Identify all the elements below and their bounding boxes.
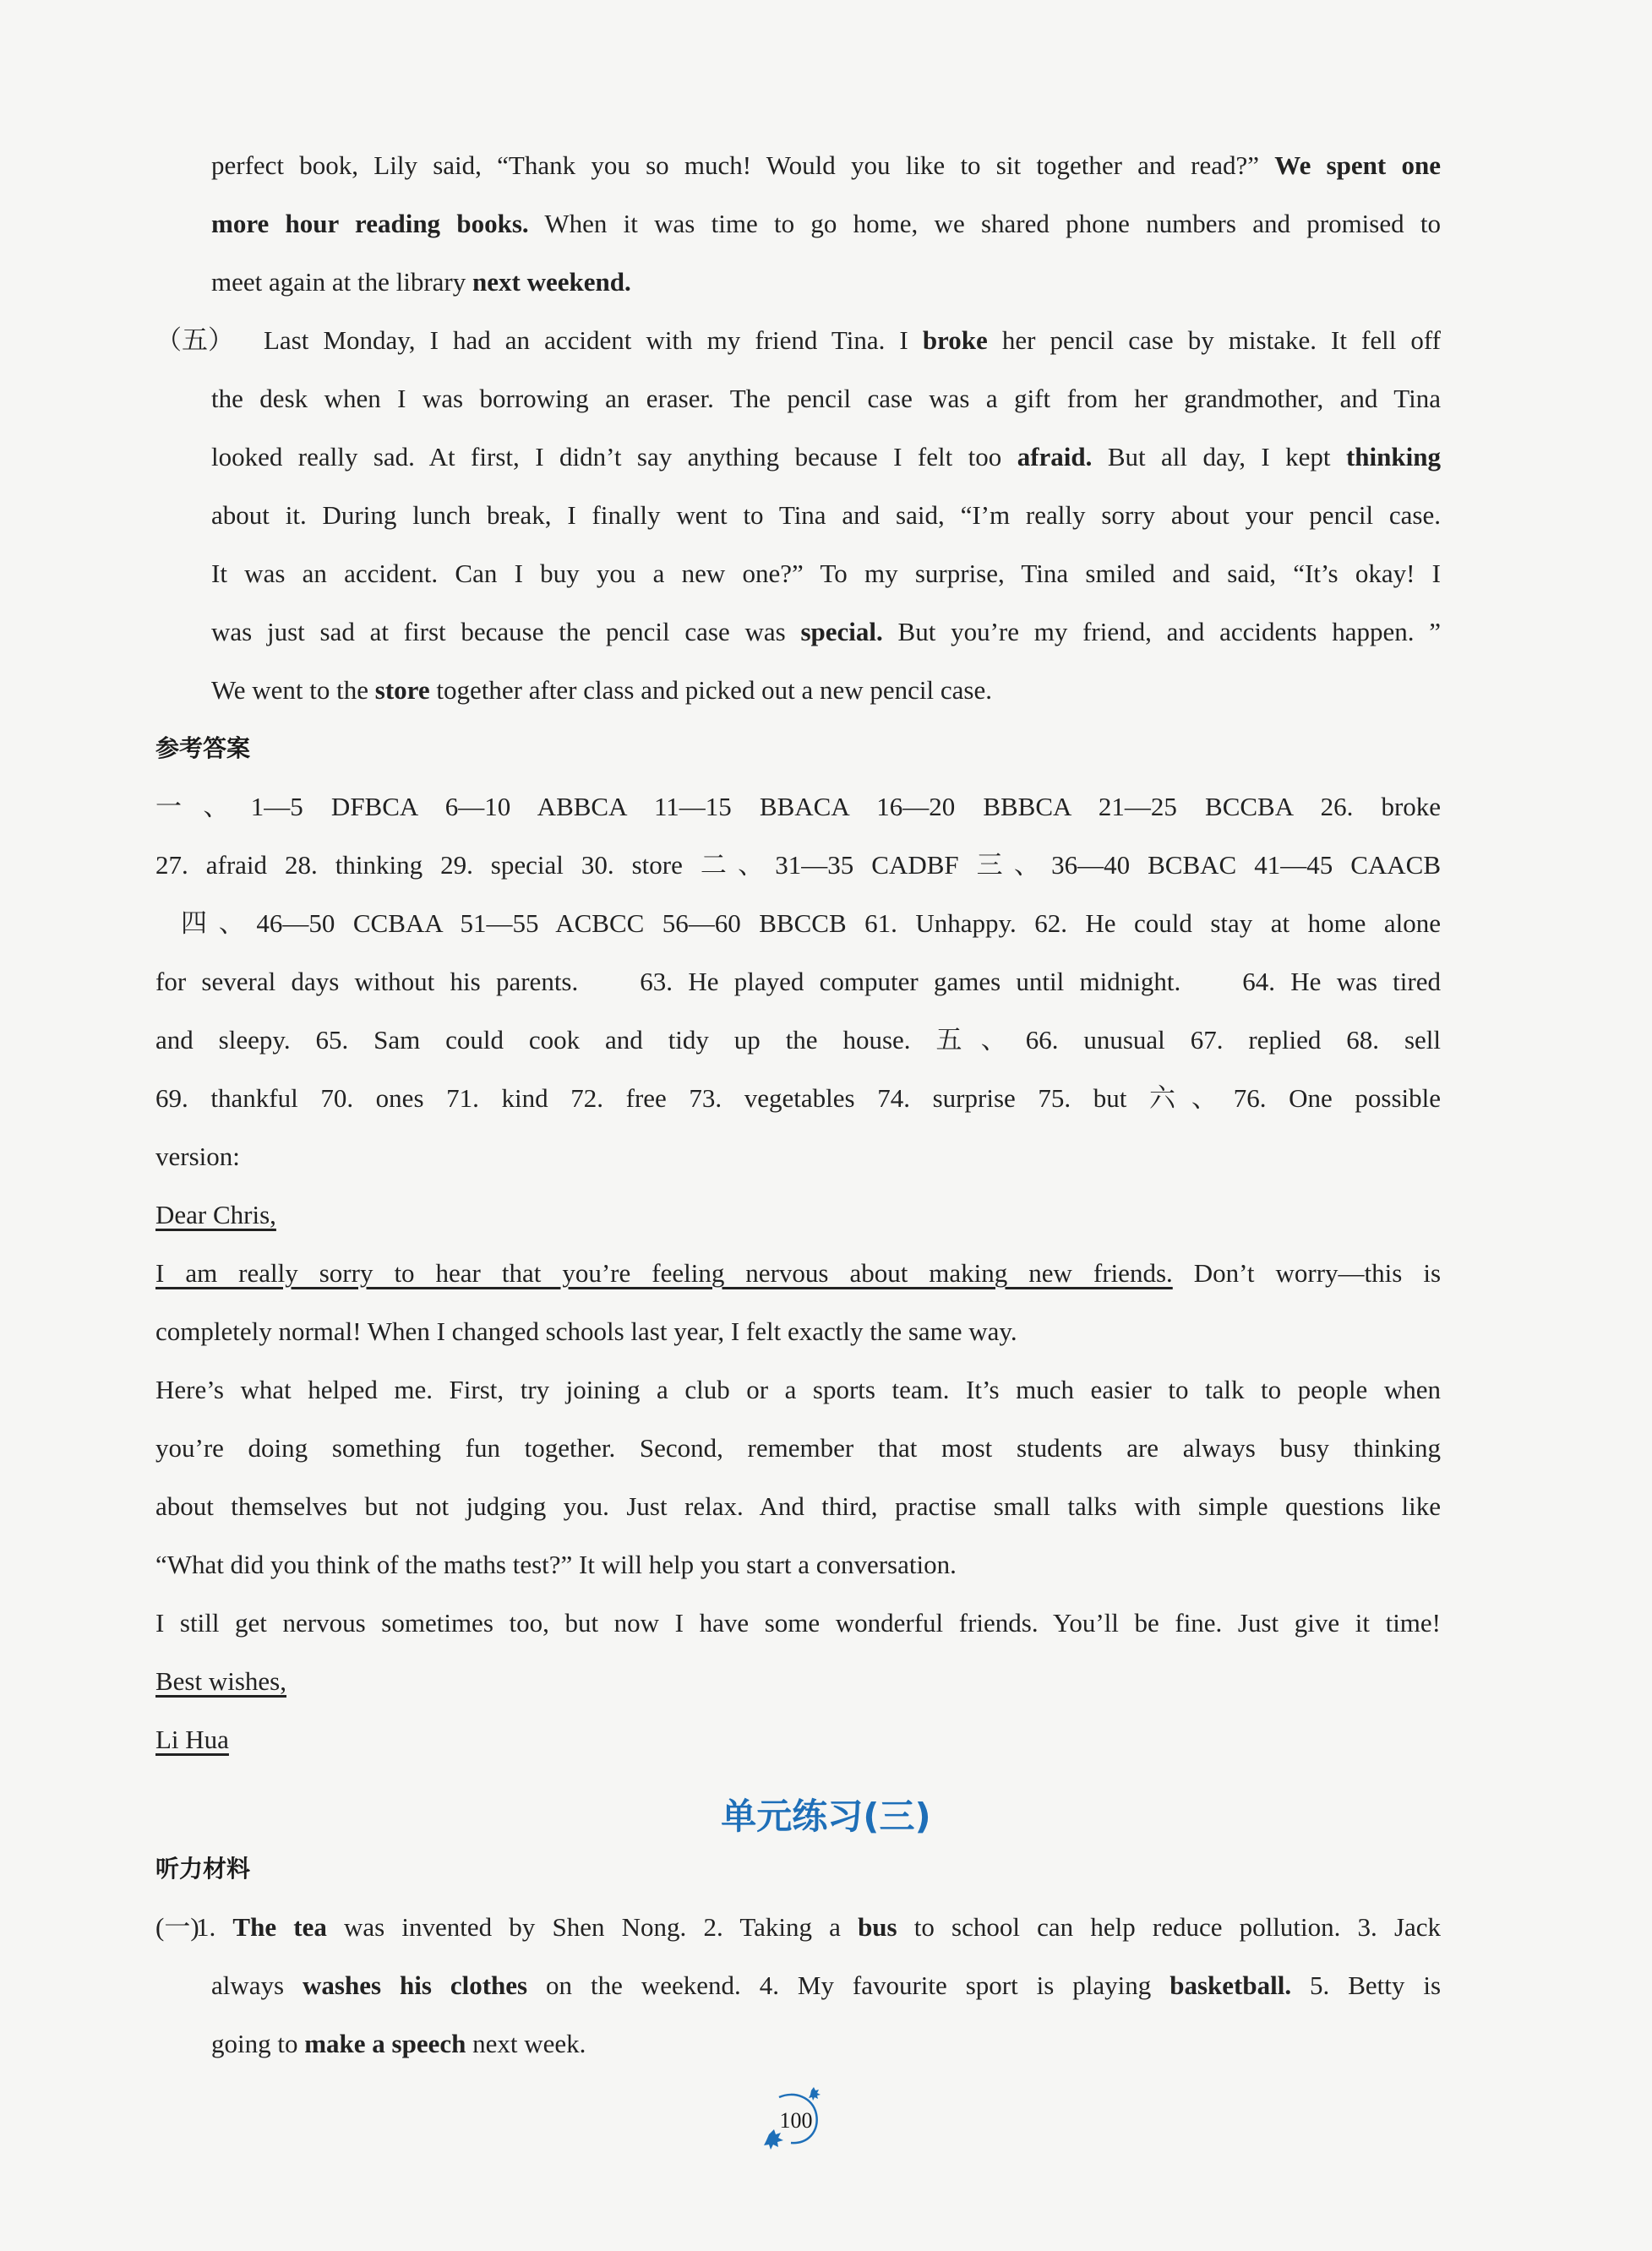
text: was invented by Shen Nong. [326, 1912, 687, 1942]
text: But you’re my friend, and accidents happen. ” [882, 617, 1441, 646]
signature-text: Li Hua [155, 1725, 229, 1754]
answer-item: 51—55 ACBCC [460, 908, 645, 938]
letter-p1-line-1 [155, 1256, 1441, 1290]
listening-marker: (一) [155, 1912, 199, 1942]
bold-answer: broke [922, 325, 988, 355]
answer-item: 16—20 BBBCA [876, 792, 1071, 821]
text: Last Monday, I had an accident with my friend Tina. I [264, 325, 923, 355]
greeting-text: Dear Chris, [155, 1200, 276, 1229]
letter-closing [155, 1665, 1441, 1698]
answer-item: 三、36—40 BCBAC [976, 850, 1237, 880]
text: 4. My favourite sport is playing [759, 1970, 1170, 2000]
answer-item: 71. kind [446, 1083, 548, 1113]
bold-answer: washes his clothes [303, 1970, 528, 2000]
answer-item: 二、31—35 CADBF [700, 850, 959, 880]
text: together after class and picked out a new pencil case. [429, 675, 992, 705]
letter-p2-line-1: Here’s what helped me. First, try joining a club or a sports team. It’s much easier to talk to people when [155, 1375, 1441, 1404]
bold-answer: make a speech [304, 2029, 466, 2058]
passage5-marker: （五） [155, 325, 234, 355]
letter-p2-line-3: about themselves but not judging you. Just relax. And third, practise small talks with simple questions like [155, 1491, 1441, 1521]
letter-p3: I still get nervous sometimes too, but now I have some wonderful friends. You’ll be fine. Just give it time! [155, 1608, 1441, 1638]
answer-item: 70. ones [320, 1083, 424, 1113]
listening-heading: 听力材料 [155, 1855, 251, 1883]
answer-item: 28. thinking [285, 850, 423, 880]
answers-row-6 [155, 1082, 1441, 1115]
answer-item: 62. He could stay at home alone [1034, 908, 1442, 938]
passage5-line-3 [211, 440, 1441, 474]
closing-text: Best wishes, [155, 1666, 286, 1696]
item-3-cont [211, 1970, 741, 2000]
answer-item: 六、76. One possible [1149, 1083, 1442, 1113]
letter-p1-line-2: completely normal! When I changed schools last year, I felt exactly the same way. [155, 1316, 1017, 1346]
bold-answer: We spent one [1274, 150, 1441, 180]
bold-answer: more hour reading books. [211, 209, 529, 238]
bold-answer: The tea [232, 1912, 327, 1942]
passage4-line-2 [211, 207, 1441, 241]
text: her pencil case by mistake. It fell off [987, 325, 1442, 355]
letter-signature [155, 1723, 1441, 1757]
passage5-line-6 [211, 615, 1441, 649]
leaf-icon [809, 2087, 821, 2101]
passage5-line-1 [264, 324, 1441, 357]
text: 1. [196, 1912, 233, 1942]
passage5-line-7 [211, 673, 1441, 707]
answer-item: 56—60 BBCCB [662, 908, 847, 938]
passage4-line-1 [211, 149, 1441, 183]
answer-item: 26. broke [1320, 792, 1442, 821]
item-1 [196, 1912, 686, 1942]
answer-item: 6—10 ABBCA [444, 792, 626, 821]
answer-item: 11—15 BBACA [653, 792, 849, 821]
answer-item: 21—25 BCCBA [1098, 792, 1293, 821]
answers-row-5 [155, 1023, 1441, 1057]
text: going to [211, 2029, 305, 2058]
page-number: 100 [779, 2108, 813, 2133]
answers-row-4: for several days without his parents. 63. He played computer games until midnight. 64. He was tired [155, 967, 1441, 996]
bold-answer: store [374, 675, 430, 705]
text: Don’t worry—this is [1172, 1258, 1442, 1288]
bold-answer: next weekend. [472, 267, 631, 297]
text: When it was time to go home, we shared phone numbers and promised to [528, 209, 1442, 238]
answer-item: 五、66. unusual [935, 1025, 1165, 1055]
item-3-start: 3. Jack [1357, 1912, 1442, 1942]
answer-item: 67. replied [1190, 1025, 1322, 1055]
bold-answer: afraid. [1017, 442, 1093, 471]
letter-p2-line-2: you’re doing something fun together. Second, remember that most students are always busy thinking [155, 1433, 1441, 1463]
text: meet again at the library [211, 267, 473, 297]
answers-row-1 [155, 790, 1441, 824]
page-number-badge [761, 2085, 828, 2153]
answer-item: 65. Sam could cook and tidy up the house. [315, 1025, 911, 1055]
bold-answer: basketball. [1169, 1970, 1292, 2000]
item-4 [760, 1970, 1291, 2000]
text: next week. [466, 2029, 586, 2058]
text: We went to the [211, 675, 375, 705]
answer-item: 41—45 CAACB [1254, 850, 1441, 880]
answers-heading: 参考答案 [155, 734, 251, 762]
answer-item: 30. store [581, 850, 683, 880]
bold-answer: special. [800, 617, 883, 646]
text: on the weekend. [527, 1970, 741, 2000]
unit-title: 单元练习(三) [721, 1796, 931, 1837]
text: 2. Taking a [703, 1912, 859, 1942]
answer-item: 29. special [440, 850, 564, 880]
text: always [211, 1970, 303, 2000]
passage4-line-3 [211, 265, 1441, 299]
item-5-start: 5. Betty is [1310, 1970, 1442, 2000]
answers-row-2 [155, 848, 1441, 882]
text: to school can help reduce pollution. [897, 1912, 1341, 1942]
text: But all day, I kept [1092, 442, 1346, 471]
answer-item: 61. Unhappy. [864, 908, 1017, 938]
answer-item: and sleepy. [155, 1025, 291, 1055]
text: looked really sad. At first, I didn’t say anything because I felt too [211, 442, 1017, 471]
answer-item: 73. vegetables [689, 1083, 855, 1113]
letter-greeting [155, 1198, 1441, 1232]
answer-item: 74. surprise [877, 1083, 1016, 1113]
answer-item: 四、46—50 CCBAA [181, 908, 442, 938]
item-2 [703, 1912, 1340, 1942]
passage5-line-2: the desk when I was borrowing an eraser. The pencil case was a gift from her grandmother, and Tina [211, 384, 1441, 413]
text: was just sad at first because the pencil case was [211, 617, 801, 646]
listening-line-3 [211, 2027, 1441, 2061]
passage5-line-5: It was an accident. Can I buy you a new one?” To my surprise, Tina smiled and said, “It’s okay! I [211, 559, 1441, 588]
underlined-sentence: I am really sorry to hear that you’re feeling nervous about making new friends. [155, 1258, 1173, 1288]
answers-row-7: version: [155, 1142, 240, 1171]
answer-item: 27. afraid [155, 850, 268, 880]
listening-line-1 [196, 1910, 1441, 1944]
answer-item: 一、1—5 DFBCA [155, 792, 417, 821]
passage5-line-4: about it. During lunch break, I finally went to Tina and said, “I’m really sorry about your pencil case. [211, 500, 1441, 530]
letter-p2-line-4: “What did you think of the maths test?” It will help you start a conversation. [155, 1550, 957, 1579]
bold-answer: bus [858, 1912, 897, 1942]
text: perfect book, Lily said, “Thank you so much! Would you like to sit together and read?” [211, 150, 1275, 180]
answer-item: 68. sell [1346, 1025, 1441, 1055]
answer-item: 72. free [570, 1083, 667, 1113]
answer-item: 75. but [1038, 1083, 1127, 1113]
listening-line-2 [211, 1969, 1441, 2003]
answers-row-3 [181, 907, 1441, 940]
bold-answer: thinking [1345, 442, 1441, 471]
answer-item: 69. thankful [155, 1083, 298, 1113]
